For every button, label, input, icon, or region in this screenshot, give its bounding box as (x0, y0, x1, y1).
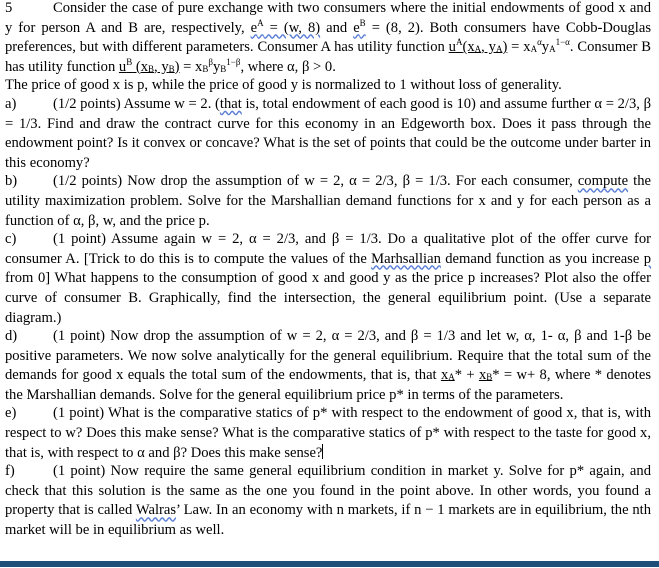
part-d-label: d) (5, 328, 18, 345)
intro-text: Consider the case of pure exchange with two consumers where the initial endowments of good x and y for person A and B are, respectively, (5, 0, 651, 36)
part-f: f) (1 point) Now require the same general equilibrium condition in market y. Solve for p* again, and check that this solution is the same as the one you found in the point above. In other words, you found a property that is called Walras’ Law. In an economy with n markets, if n − 1 markets are in equilibrium, the nth market will be in equilibrium as well. (5, 463, 652, 539)
endowment-B-symbol: $e^B$ (353, 17, 366, 36)
text-cursor (322, 444, 323, 459)
utility-B: $u^B$ ($x_B$, $y_B$) (118, 56, 180, 75)
problem-number: 5 (5, 0, 13, 16)
problem-statement: 5 Consider the case of pure exchange with two consumers where the initial endowments of good x and y for person A and B are, respectively, $e^A = (w$, 8) and $e^B = (8$, 2). Both consumers have Cobb-Douglas preferences, but with different parameters. Consumer A has utility function $u^A(x_A$, $y_A) = x_A^\alpha y_A^{1-\alpha}$. Consumer B has utility function $u^B$ ($x_B$, $y_B) = x_B^\beta y_B^{1-\beta}$, where α, β > 0. (5, 0, 651, 75)
part-d: d) (1 point) Now drop the assumption of w = 2, α = 2/3, and β = 1/3 and let w, α, 1- α, β and 1-β be positive parameters. We now solve analytically for the general equilibrium. Require that the total sum of the demands for good x equals the total sum of the endowments, that is, that $x_A* + x_B* = w+ 8$, where * denotes the Marshallian demands. Solve for the general equilibrium price p* in terms of the parameters. (5, 328, 652, 403)
part-c: c) (1 point) Assume again w = 2, α = 2/3, and β = 1/3. Do a qualitative plot of the offer curve for consumer A. [Trick to do this is to compute the values of the Marhsallian demand function as you increase p from 0] What happens to the consumption of good x and good y as the price p increases? Plot also the offer curve of consumer B. Graphically, find the intersection, the general equilibrium point. (Use a separate diagram.) (5, 231, 651, 326)
part-e: e) (1 point) What is the comparative statics of p* with respect to the endowment of good x, that is, with respect to w? Does this make sense? What is the comparative statics of p* with respect to the taste for good x, that is, with respect to α and β? Does this make sense? (5, 405, 651, 461)
utility-A: $u^A(x_A$, $y_A$) (448, 37, 508, 56)
part-c-label: c) (5, 231, 17, 248)
part-a: a) (1/2 points) Assume w = 2. (that is, total endowment of each good is 10) and assume further α = 2/3, β = 1/3. Find and draw the contract curve for this economy in an Edgeworth box. Does it pass through the endowment point? Is it convex or concave? What is the set of points that could be the outcome under barter in this economy? (5, 95, 652, 171)
part-f-label: f) (5, 463, 15, 480)
part-e-label: e) (5, 405, 17, 422)
window-bottom-border (0, 561, 659, 567)
price-normalization: The price of good x is p, while the price of good y is normalized to 1 without loss of generality. (5, 77, 562, 94)
part-b: b) (1/2 points) Now drop the assumption of w = 2, α = 2/3, β = 1/3. For each consumer, compute the utility maximization problem. Solve for the Marshallian demand functions for x and y for each person as a function of α, β, w, and the price p. (5, 173, 652, 229)
endowment-A: $e^A = (w$, 8) (250, 17, 321, 36)
part-a-label: a) (5, 95, 17, 112)
part-b-label: b) (5, 173, 18, 190)
